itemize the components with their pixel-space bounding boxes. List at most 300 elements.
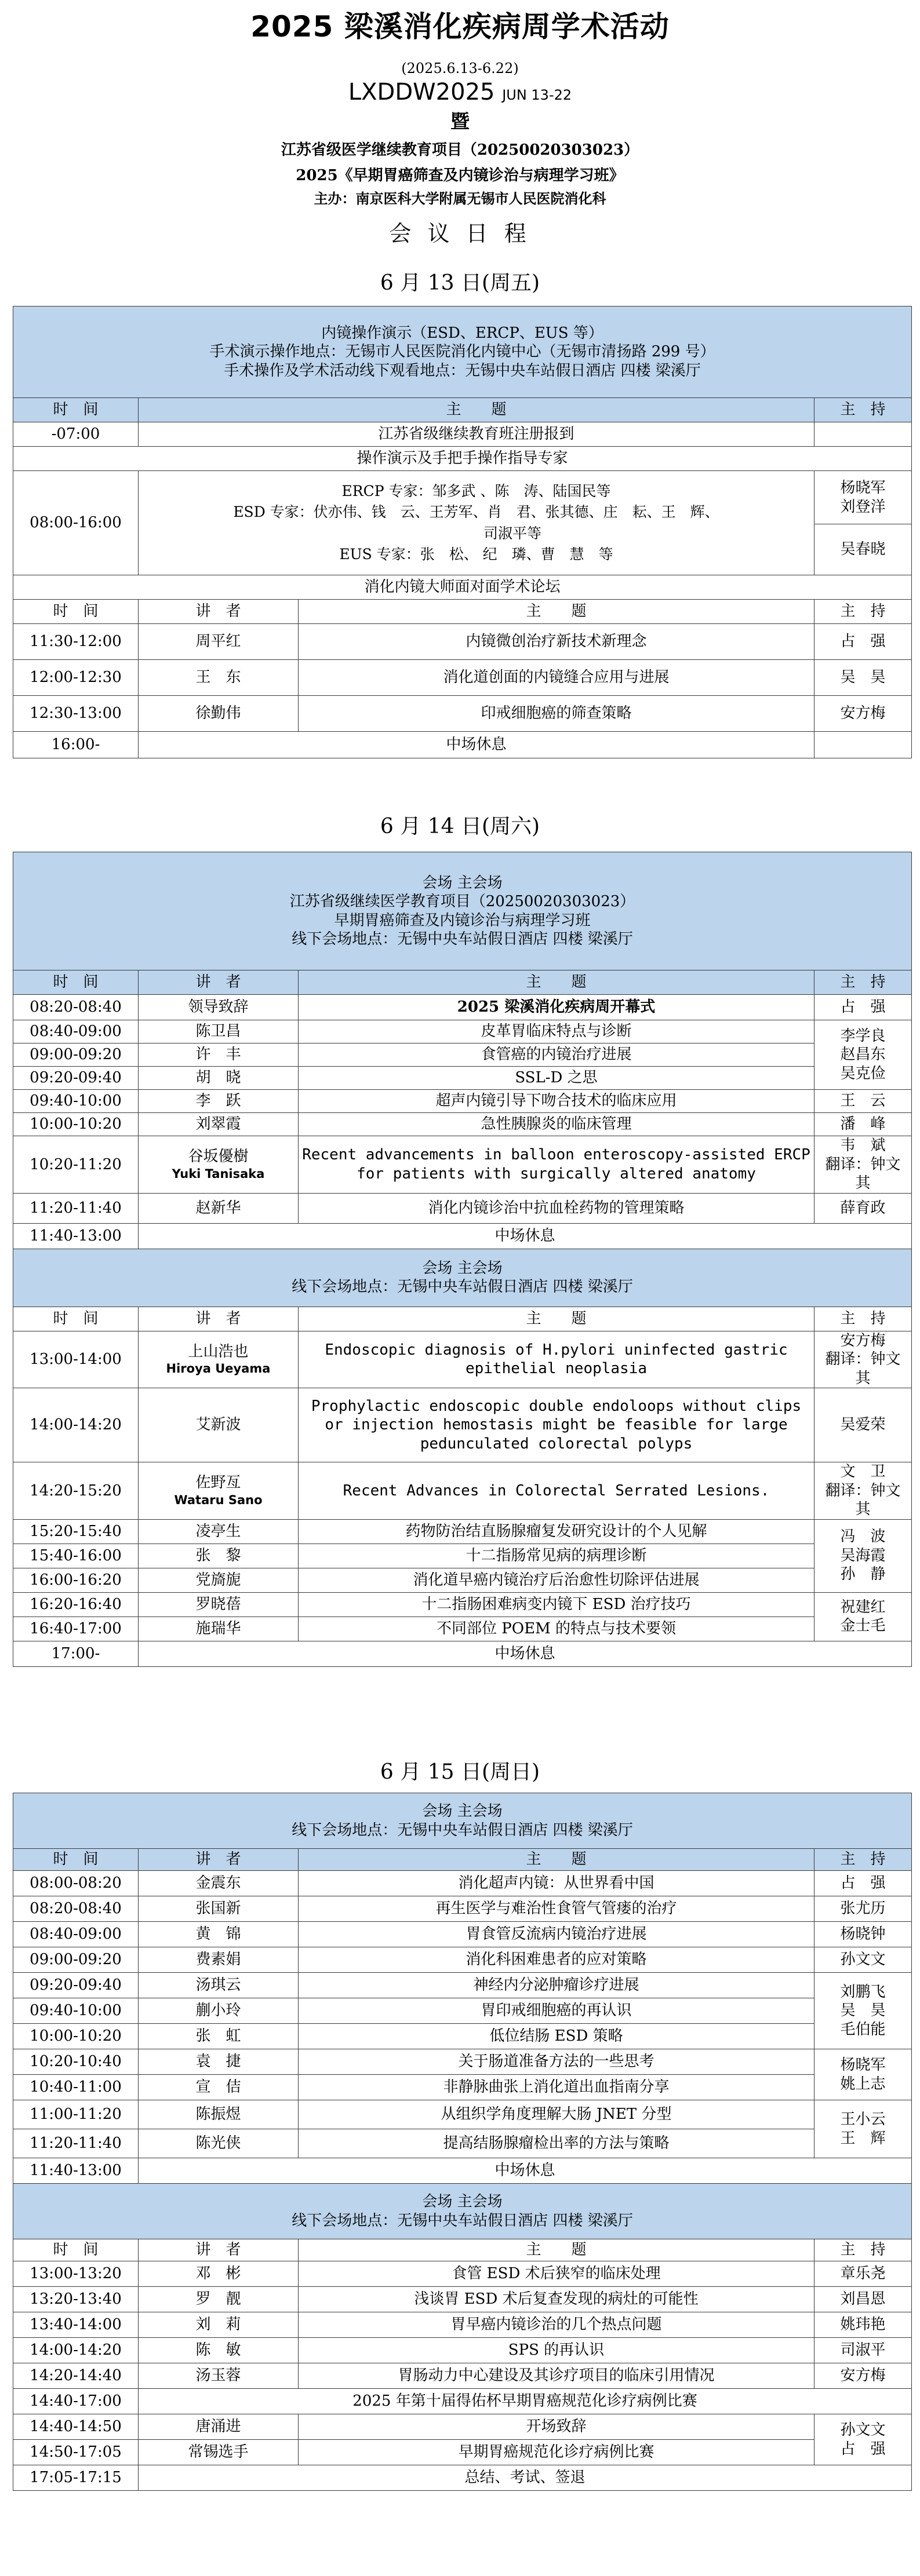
topic-cell: 江苏省级继续教育班注册报到 — [139, 422, 814, 447]
time-cell: 11:40-13:00 — [13, 1223, 139, 1249]
table-row — [13, 1223, 912, 1249]
chair-name: 吴克俭 — [840, 1064, 886, 1082]
table-header-row — [13, 2239, 912, 2261]
time-cell: 11:30-12:00 — [13, 624, 139, 660]
topic-cell: 胃印戒细胞癌的再认识 — [299, 1998, 814, 2024]
table-row — [13, 2414, 912, 2440]
chair-cell — [814, 2414, 912, 2465]
table-row — [13, 696, 912, 732]
time-cell: 09:00-09:20 — [13, 1043, 139, 1067]
speaker-cell: 张 黎 — [139, 1544, 299, 1568]
table-row — [13, 1136, 912, 1194]
chair-cell — [814, 471, 912, 524]
speaker-cell: 陈振煜 — [139, 2100, 299, 2129]
time-cell: 14:40-17:00 — [13, 2389, 139, 2414]
table-row — [13, 1193, 912, 1223]
chair-cell: 姚玮艳 — [814, 2312, 912, 2338]
day1-banner — [13, 307, 912, 398]
host-line: 主办：南京医科大学附属无锡市人民医院消化科 — [314, 190, 606, 207]
chair-cell — [814, 2100, 912, 2158]
col-chair-header: 主 持 — [814, 398, 912, 422]
table-row — [13, 1568, 912, 1592]
chair-name: 韦 斌 — [840, 1137, 886, 1154]
time-cell: 10:40-11:00 — [13, 2075, 139, 2100]
day3-banner-pm — [13, 2184, 912, 2239]
agenda-heading: 会 议 日 程 — [389, 221, 531, 246]
table-row — [13, 1896, 912, 1922]
topic-cell: 消化内镜诊治中抗血栓药物的管理策略 — [299, 1193, 814, 1223]
speaker-cell: 王 东 — [139, 660, 299, 696]
chair-name: 翻译：钟文其 — [825, 1482, 901, 1518]
col-topic-header: 主 题 — [299, 970, 814, 995]
chair-cell — [814, 422, 912, 447]
speaker-cell — [139, 1331, 299, 1388]
chair-cell: 王 云 — [814, 1090, 912, 1113]
course-line: 2025《早期胃癌筛查及内镜诊治与病理学习班》 — [296, 167, 624, 184]
day3-date: 6 月 15 日(周日) — [380, 1760, 540, 1784]
day2-banner — [13, 852, 912, 970]
topic-cell: 2025 年第十届得佑杯早期胃癌规范化诊疗病例比赛 — [139, 2389, 912, 2414]
col-time-header: 时 间 — [13, 1307, 139, 1331]
chair-name: 吴 昊 — [840, 2002, 886, 2020]
chair-cell: 张尤历 — [814, 1896, 912, 1922]
table-row — [13, 2389, 912, 2414]
speaker-cell: 凌亭生 — [139, 1519, 299, 1544]
day1-banner-line: 手术操作及学术活动线下观看地点：无锡中央车站假日酒店 四楼 梁溪厅 — [224, 362, 701, 380]
time-cell: 16:40-17:00 — [13, 1617, 139, 1641]
speaker-name-en: Hiroya Ueyama — [166, 1362, 271, 1376]
expert-line: ESD 专家：伏亦伟、钱 云、王芳军、肖 君、张其德、庄 耘、王 辉、 — [233, 503, 719, 521]
speaker-cell: 宣 佶 — [139, 2075, 299, 2100]
topic-cell: 中场休息 — [139, 732, 814, 758]
chair-name: 李学良 — [840, 1027, 886, 1045]
chair-name: 吴海霞 — [840, 1546, 886, 1564]
day2-table — [13, 852, 912, 1667]
topic-cell: 急性胰腺炎的临床管理 — [299, 1113, 814, 1136]
topic-cell: 2025 梁溪消化疾病周开幕式 — [299, 995, 814, 1020]
time-cell: 10:00-10:20 — [13, 1113, 139, 1136]
time-cell: 08:40-09:00 — [13, 1922, 139, 1947]
topic-cell: 消化道创面的内镜缝合应用与进展 — [299, 660, 814, 696]
chair-name: 翻译：钟文其 — [825, 1155, 901, 1192]
table-row — [13, 2440, 912, 2465]
time-cell: 16:00- — [13, 732, 139, 758]
topic-cell: 提高结肠腺瘤检出率的方法与策略 — [299, 2129, 814, 2158]
speaker-cell: 袁 捷 — [139, 2049, 299, 2075]
topic-cell: 浅谈胃 ESD 术后复查发现的病灶的可能性 — [299, 2287, 814, 2312]
table-row — [13, 2024, 912, 2049]
table-row — [13, 2158, 912, 2184]
col-time-header: 时 间 — [13, 970, 139, 995]
topic-cell: 再生医学与难治性食管气管瘘的治疗 — [299, 1896, 814, 1922]
col-topic-header: 主 题 — [299, 1307, 814, 1331]
chair-name: 孙文文 — [840, 2421, 886, 2439]
table-row — [13, 1592, 912, 1617]
table-row — [13, 732, 912, 758]
speaker-cell: 许 丰 — [139, 1043, 299, 1067]
topic-cell: 非静脉曲张上消化道出血指南分享 — [299, 2075, 814, 2100]
table-row — [13, 447, 912, 471]
chair-name: 王小云 — [840, 2111, 886, 2128]
chair-name: 姚上志 — [840, 2075, 886, 2093]
chair-name: 刘鹏飞 — [840, 1983, 886, 2001]
topic-cell: Prophylactic endoscopic double endoloops without clips or injection hemostasis might be feasible for large pedunculated colorectal polyps — [299, 1388, 814, 1462]
day1-banner-line: 内镜操作演示（ESD、ERCP、EUS 等） — [321, 324, 603, 342]
speaker-cell: 施瑞华 — [139, 1617, 299, 1641]
topic-cell: 内镜微创治疗新技术新理念 — [299, 624, 814, 660]
col-chair-header: 主 持 — [814, 600, 912, 624]
table-row — [13, 2363, 912, 2389]
time-cell: 10:20-10:40 — [13, 2049, 139, 2075]
speaker-cell: 张国新 — [139, 1896, 299, 1922]
chair-name: 安方梅 — [840, 1331, 886, 1349]
speaker-name: 上山浩也 — [188, 1342, 249, 1360]
time-cell: 16:00-16:20 — [13, 1568, 139, 1592]
table-row — [13, 471, 912, 524]
chair-cell — [814, 1462, 912, 1520]
expert-list — [139, 471, 814, 575]
speaker-cell: 汤琪云 — [139, 1973, 299, 1998]
time-cell: 14:00-14:20 — [13, 2338, 139, 2363]
speaker-cell: 李 跃 — [139, 1090, 299, 1113]
chair-cell — [814, 1592, 912, 1641]
speaker-name-en: Yuki Tanisaka — [172, 1166, 265, 1181]
speaker-cell: 唐涌进 — [139, 2414, 299, 2440]
topic-cell: SSL-D 之思 — [299, 1067, 814, 1090]
col-speaker-header: 讲 者 — [139, 600, 299, 624]
time-cell: 08:00-16:00 — [13, 471, 139, 575]
event-code — [0, 79, 920, 105]
speaker-cell: 陈卫昌 — [139, 1020, 299, 1043]
chair-cell: 孙文文 — [814, 1947, 912, 1973]
speaker-cell: 费素娟 — [139, 1947, 299, 1973]
chair-cell: 吴爱荣 — [814, 1388, 912, 1462]
table-row — [13, 624, 912, 660]
table-row — [13, 660, 912, 696]
time-cell: 11:20-11:40 — [13, 1193, 139, 1223]
topic-cell: 十二指肠常见病的病理诊断 — [299, 1544, 814, 1568]
speaker-cell — [139, 1462, 299, 1520]
day2-banner-pm — [13, 1249, 912, 1307]
table-row — [13, 1947, 912, 1973]
time-cell: 10:00-10:20 — [13, 2024, 139, 2049]
time-cell: 08:20-08:40 — [13, 1896, 139, 1922]
speaker-name: 谷坂優樹 — [188, 1148, 249, 1166]
col-chair-header: 主 持 — [814, 2239, 912, 2261]
time-cell: 17:00- — [13, 1641, 139, 1666]
day2-banner-line: 线下会场地点：无锡中央车站假日酒店 四楼 梁溪厅 — [292, 931, 633, 948]
topic-cell: Endoscopic diagnosis of H.pylori uninfected gastric epithelial neoplasia — [299, 1331, 814, 1388]
time-cell: 09:00-09:20 — [13, 1947, 139, 1973]
table-header-row — [13, 970, 912, 995]
chair-cell — [814, 1519, 912, 1592]
time-cell: 14:20-15:20 — [13, 1462, 139, 1520]
table-row — [13, 1871, 912, 1896]
topic-cell: 皮革胃临床特点与诊断 — [299, 1020, 814, 1043]
col-time-header: 时 间 — [13, 398, 139, 422]
table-row — [13, 1922, 912, 1947]
col-chair-header: 主 持 — [814, 1849, 912, 1871]
table-row — [13, 1617, 912, 1641]
time-cell: 11:00-11:20 — [13, 2100, 139, 2129]
time-cell: 11:40-13:00 — [13, 2158, 139, 2184]
speaker-cell: 赵新华 — [139, 1193, 299, 1223]
day3-banner-line: 线下会场地点：无锡中央车站假日酒店 四楼 梁溪厅 — [292, 2212, 633, 2230]
time-cell: 09:20-09:40 — [13, 1067, 139, 1090]
table-row — [13, 1067, 912, 1090]
topic-cell: 胃早癌内镜诊治的几个热点问题 — [299, 2312, 814, 2338]
speaker-name: 佐野亙 — [195, 1474, 241, 1492]
day3-table — [13, 1793, 912, 2491]
speaker-name-en: Wataru Sano — [174, 1493, 263, 1507]
day1-banner-line: 手术演示操作地点：无锡市人民医院消化内镜中心（无锡市清扬路 299 号） — [209, 343, 715, 361]
topic-cell: Recent advancements in balloon enteroscopy-assisted ERCP for patients with surgically altered anatomy — [299, 1136, 814, 1194]
chair-name: 冯 波 — [840, 1528, 886, 1546]
time-cell: 12:00-12:30 — [13, 660, 139, 696]
chair-name: 赵昌东 — [840, 1046, 886, 1064]
chair-cell: 安方梅 — [814, 2363, 912, 2389]
expert-line: EUS 专家：张 松、 纪 璘、曹 慧 等 — [339, 545, 613, 563]
time-cell: 08:00-08:20 — [13, 1871, 139, 1896]
col-topic-header: 主 题 — [299, 1849, 814, 1871]
col-time-header: 时 间 — [13, 2239, 139, 2261]
event-period: (2025.6.13-6.22) — [401, 60, 519, 76]
table-row — [13, 2465, 912, 2491]
topic-cell: 不同部位 POEM 的特点与技术要领 — [299, 1617, 814, 1641]
speaker-cell: 党旖旎 — [139, 1568, 299, 1592]
event-title: 2025 梁溪消化疾病周学术活动 — [250, 10, 670, 43]
day1-date: 6 月 13 日(周五) — [380, 271, 540, 295]
table-row — [13, 1998, 912, 2024]
time-cell: 14:20-14:40 — [13, 2363, 139, 2389]
col-speaker-header: 讲 者 — [139, 970, 299, 995]
table-header-row — [13, 1849, 912, 1871]
speaker-cell: 领导致辞 — [139, 995, 299, 1020]
chair-cell: 司淑平 — [814, 2338, 912, 2363]
topic-cell: 食管癌的内镜治疗进展 — [299, 1043, 814, 1067]
speaker-cell: 陈 敏 — [139, 2338, 299, 2363]
chair-cell: 占 强 — [814, 624, 912, 660]
col-speaker-header: 讲 者 — [139, 1849, 299, 1871]
speaker-cell: 黄 锦 — [139, 1922, 299, 1947]
col-time-header: 时 间 — [13, 600, 139, 624]
time-cell: 10:20-11:20 — [13, 1136, 139, 1194]
speaker-cell: 金震东 — [139, 1871, 299, 1896]
speaker-cell: 邓 彬 — [139, 2261, 299, 2287]
topic-cell: 药物防治结直肠腺瘤复发研究设计的个人见解 — [299, 1519, 814, 1544]
time-cell: 15:20-15:40 — [13, 1519, 139, 1544]
col-topic-header: 主 题 — [139, 398, 814, 422]
table-row — [13, 1462, 912, 1520]
time-cell: 09:20-09:40 — [13, 1973, 139, 1998]
chair-name: 毛伯能 — [840, 2020, 886, 2038]
table-header-row — [13, 398, 912, 422]
table-row — [13, 1020, 912, 1043]
table-row — [13, 2129, 912, 2158]
table-row — [13, 1544, 912, 1568]
table-row — [13, 575, 912, 600]
chair-cell — [814, 1973, 912, 2049]
chair-cell: 占 强 — [814, 995, 912, 1020]
topic-cell: Recent Advances in Colorectal Serrated Lesions. — [299, 1462, 814, 1520]
chair-name: 文 卫 — [840, 1463, 886, 1480]
day3-banner-line: 线下会场地点：无锡中央车站假日酒店 四楼 梁溪厅 — [292, 1821, 633, 1839]
topic-cell: 消化超声内镜：从世界看中国 — [299, 1871, 814, 1896]
chair-cell — [814, 1020, 912, 1090]
table-row — [13, 2100, 912, 2129]
chair-name: 金士毛 — [840, 1617, 886, 1634]
table-row — [13, 2312, 912, 2338]
topic-cell: 开场致辞 — [299, 2414, 814, 2440]
chair-name: 占 强 — [840, 2440, 886, 2458]
topic-cell: 早期胃癌规范化诊疗病例比赛 — [299, 2440, 814, 2465]
table-row — [13, 1519, 912, 1544]
topic-cell: SPS 的再认识 — [299, 2338, 814, 2363]
chair-cell: 章乐尧 — [814, 2261, 912, 2287]
table-row — [13, 1388, 912, 1462]
table-row — [13, 1090, 912, 1113]
topic-cell: 中场休息 — [139, 1223, 912, 1249]
time-cell: 14:40-14:50 — [13, 2414, 139, 2440]
day3-banner-line: 会场 主会场 — [422, 2193, 503, 2210]
day3-banner-line: 会场 主会场 — [422, 1803, 503, 1820]
table-row — [13, 1113, 912, 1136]
table-row — [13, 2075, 912, 2100]
col-chair-header: 主 持 — [814, 1307, 912, 1331]
expert-line: ERCP 专家：邹多武 、陈 涛、陆国民等 — [341, 483, 611, 499]
time-cell: -07:00 — [13, 422, 139, 447]
speaker-cell: 陈光侠 — [139, 2129, 299, 2158]
expert-line: 司淑平等 — [410, 524, 541, 542]
topic-cell: 十二指肠困难病变内镜下 ESD 治疗技巧 — [299, 1592, 814, 1617]
col-topic-header: 主 题 — [299, 600, 814, 624]
speaker-cell: 刘 莉 — [139, 2312, 299, 2338]
speaker-cell: 刘翠霞 — [139, 1113, 299, 1136]
time-cell: 14:50-17:05 — [13, 2440, 139, 2465]
topic-cell: 从组织学角度理解大肠 JNET 分型 — [299, 2100, 814, 2129]
col-time-header: 时 间 — [13, 1849, 139, 1871]
chair-name: 孙 静 — [840, 1566, 886, 1583]
speaker-cell: 艾新波 — [139, 1388, 299, 1462]
chair-cell: 吴 昊 — [814, 660, 912, 696]
topic-cell: 印戒细胞癌的筛查策略 — [299, 696, 814, 732]
topic-cell: 中场休息 — [139, 1641, 912, 1666]
table-row — [13, 2338, 912, 2363]
col-speaker-header: 讲 者 — [139, 1307, 299, 1331]
topic-cell: 消化道早癌内镜治疗后治愈性切除评估进展 — [299, 1568, 814, 1592]
time-cell: 13:00-13:20 — [13, 2261, 139, 2287]
event-code-text: LXDDW2025 — [348, 79, 495, 105]
time-cell: 11:20-11:40 — [13, 2129, 139, 2158]
topic-cell: 超声内镜引导下吻合技术的临床应用 — [299, 1090, 814, 1113]
topic-cell: 胃食管反流病内镜治疗进展 — [299, 1922, 814, 1947]
time-cell: 08:20-08:40 — [13, 995, 139, 1020]
chair-cell: 潘 峰 — [814, 1113, 912, 1136]
conjunction-text: 暨 — [450, 110, 470, 133]
speaker-cell: 张 虹 — [139, 2024, 299, 2049]
topic-cell: 关于肠道准备方法的一些思考 — [299, 2049, 814, 2075]
speaker-cell: 徐勤伟 — [139, 696, 299, 732]
topic-cell: 中场休息 — [139, 2158, 912, 2184]
table-row — [13, 1331, 912, 1388]
topic-cell: 消化科困难患者的应对策略 — [299, 1947, 814, 1973]
chair-cell: 刘昌恩 — [814, 2287, 912, 2312]
day2-banner-line: 江苏省级继续医学教育项目（20250020303023） — [289, 893, 635, 910]
table-row — [13, 1641, 912, 1666]
chair-cell — [814, 1331, 912, 1388]
day2-banner-line: 线下会场地点：无锡中央车站假日酒店 四楼 梁溪厅 — [292, 1278, 633, 1296]
chair-name: 翻译：钟文其 — [825, 1351, 901, 1387]
topic-cell: 神经内分泌肿瘤诊疗进展 — [299, 1973, 814, 1998]
table-row — [13, 2049, 912, 2075]
speaker-cell: 胡 晓 — [139, 1067, 299, 1090]
day2-date: 6 月 14 日(周六) — [380, 815, 540, 838]
chair-name: 杨晓军 — [840, 2056, 886, 2074]
time-cell: 13:00-14:00 — [13, 1331, 139, 1388]
table-header-row — [13, 1307, 912, 1331]
table-header-row — [13, 600, 912, 624]
time-cell: 09:40-10:00 — [13, 1998, 139, 2024]
time-cell: 17:05-17:15 — [13, 2465, 139, 2491]
chair-cell — [814, 2049, 912, 2100]
speaker-cell: 罗晓蓓 — [139, 1592, 299, 1617]
day3-banner — [13, 1793, 912, 1849]
speaker-cell: 汤玉蓉 — [139, 2363, 299, 2389]
section-title: 操作演示及手把手操作指导专家 — [13, 447, 912, 471]
time-cell: 08:40-09:00 — [13, 1020, 139, 1043]
col-topic-header: 主 题 — [299, 2239, 814, 2261]
time-cell: 13:40-14:00 — [13, 2312, 139, 2338]
chair-cell — [814, 1136, 912, 1194]
chair-cell — [814, 732, 912, 758]
time-cell: 09:40-10:00 — [13, 1090, 139, 1113]
chair-name: 刘登洋 — [840, 498, 886, 516]
table-row — [13, 995, 912, 1020]
speaker-cell: 蒯小玲 — [139, 1998, 299, 2024]
table-row — [13, 1973, 912, 1998]
day1-table — [13, 306, 912, 758]
topic-cell: 低位结肠 ESD 策略 — [299, 2024, 814, 2049]
speaker-cell: 罗 靓 — [139, 2287, 299, 2312]
day2-banner-line: 会场 主会场 — [422, 874, 503, 892]
topic-cell: 胃肠动力中心建设及其诊疗项目的临床引用情况 — [299, 2363, 814, 2389]
chair-name: 王 辉 — [840, 2129, 886, 2147]
time-cell: 14:00-14:20 — [13, 1388, 139, 1462]
time-cell: 16:20-16:40 — [13, 1592, 139, 1617]
chair-cell: 薛育政 — [814, 1193, 912, 1223]
topic-cell: 总结、考试、签退 — [139, 2465, 912, 2491]
table-row — [13, 1043, 912, 1067]
speaker-cell: 常锡选手 — [139, 2440, 299, 2465]
time-cell: 13:20-13:40 — [13, 2287, 139, 2312]
section-title: 消化内镜大师面对面学术论坛 — [13, 575, 912, 600]
chair-cell: 安方梅 — [814, 696, 912, 732]
col-speaker-header: 讲 者 — [139, 2239, 299, 2261]
day2-banner-line: 早期胃癌筛查及内镜诊治与病理学习班 — [334, 911, 591, 929]
time-cell: 12:30-13:00 — [13, 696, 139, 732]
chair-cell: 占 强 — [814, 1871, 912, 1896]
col-chair-header: 主 持 — [814, 970, 912, 995]
topic-cell: 食管 ESD 术后狭窄的临床处理 — [299, 2261, 814, 2287]
table-row — [13, 2261, 912, 2287]
speaker-cell — [139, 1136, 299, 1194]
chair-name: 杨晓军 — [840, 479, 886, 497]
table-row — [13, 2287, 912, 2312]
event-code-dates: JUN 13-22 — [502, 87, 572, 103]
project-line: 江苏省级医学继续教育项目（20250020303023） — [281, 141, 639, 159]
time-cell: 15:40-16:00 — [13, 1544, 139, 1568]
table-row — [13, 422, 912, 447]
